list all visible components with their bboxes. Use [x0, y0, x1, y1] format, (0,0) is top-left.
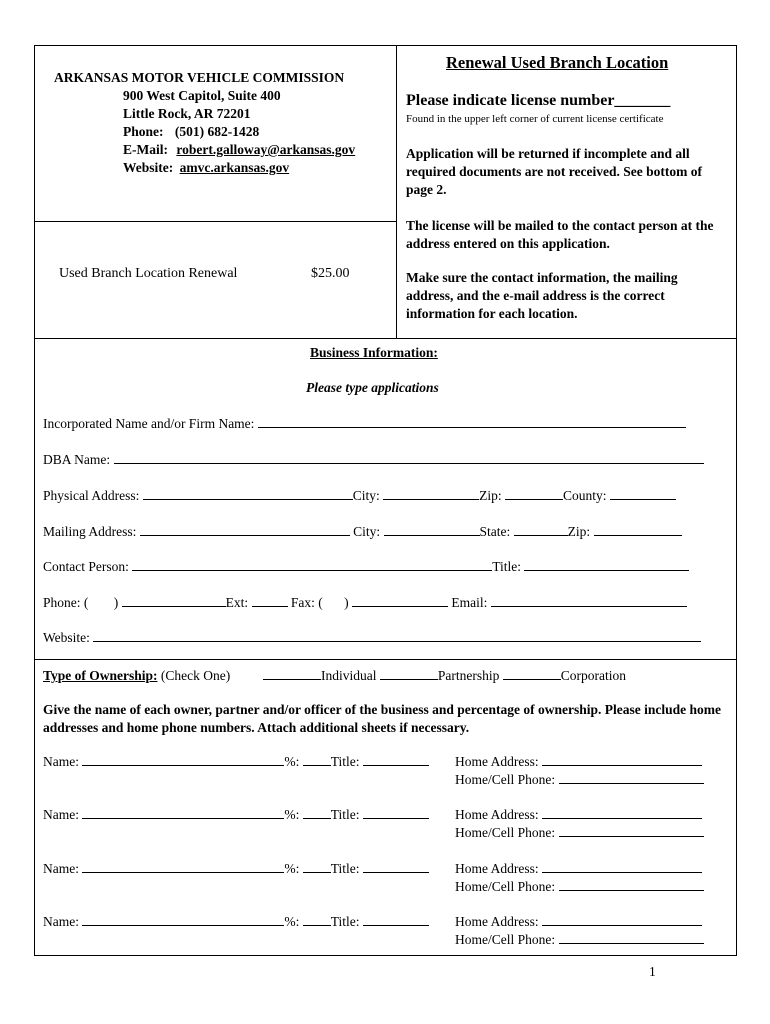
owner-3-name-field[interactable] — [82, 859, 284, 873]
contact-person-row — [43, 557, 689, 576]
phone-field[interactable] — [122, 593, 226, 607]
agency-email-row — [123, 141, 355, 159]
mailing-zip-label: Zip: — [567, 524, 591, 539]
owner-percent-label: %: — [284, 807, 300, 822]
owner-4-home-phone-field[interactable] — [559, 930, 704, 944]
contact-person-label: Contact Person: — [43, 559, 129, 574]
owner-home-address-row — [455, 859, 702, 878]
fax-close: ) — [344, 595, 349, 610]
owner-2-title-field[interactable] — [363, 805, 429, 819]
owner-row — [43, 752, 429, 771]
ext-label: Ext: — [225, 595, 249, 610]
email-field[interactable] — [491, 593, 687, 607]
owner-row — [43, 912, 429, 931]
owner-percent-label: %: — [284, 861, 300, 876]
owner-1-home-address-field[interactable] — [542, 752, 702, 766]
ext-field[interactable] — [252, 593, 288, 607]
ownership-option-corporation: Corporation — [560, 668, 626, 683]
physical-address-row — [43, 486, 676, 505]
agency-address1: 900 West Capitol, Suite 400 — [123, 88, 281, 103]
email-label: Email: — [451, 595, 488, 610]
owner-home-phone-label: Home/Cell Phone: — [455, 932, 556, 947]
owner-home-address-label: Home Address: — [455, 861, 539, 876]
owner-4-title-field[interactable] — [363, 912, 429, 926]
website-row — [43, 628, 701, 647]
phone-label: Phone: ( — [43, 595, 89, 610]
ownership-label: Type of Ownership: — [43, 668, 158, 683]
ownership-check-note: (Check One) — [160, 668, 231, 683]
owner-3-home-address-field[interactable] — [542, 859, 702, 873]
owner-2-name-field[interactable] — [82, 805, 284, 819]
owner-3-home-phone-field[interactable] — [559, 877, 704, 891]
owner-1-name-field[interactable] — [82, 752, 284, 766]
owner-2-percent-field[interactable] — [303, 805, 331, 819]
owner-home-phone-row — [455, 770, 704, 789]
fee-amount: $25.00 — [311, 266, 350, 281]
physical-county-label: County: — [563, 488, 607, 503]
physical-city-label: City: — [352, 488, 380, 503]
agency-address2: Little Rock, AR 72201 — [123, 106, 251, 121]
owner-2-home-address-field[interactable] — [542, 805, 702, 819]
agency-website-label: Website: — [123, 160, 174, 175]
owner-home-phone-label: Home/Cell Phone: — [455, 879, 556, 894]
corporation-checkbox[interactable] — [503, 666, 561, 680]
owner-name-label: Name: — [43, 807, 79, 822]
mailing-address-row — [43, 522, 682, 541]
fee-label: Used Branch Location Renewal — [59, 266, 238, 281]
owner-title-label: Title: — [330, 754, 360, 769]
partnership-checkbox[interactable] — [380, 666, 438, 680]
page-number: 1 — [649, 964, 656, 979]
owner-4-home-address-field[interactable] — [542, 912, 702, 926]
owner-percent-label: %: — [284, 754, 300, 769]
owner-1-title-field[interactable] — [363, 752, 429, 766]
owner-home-phone-row — [455, 930, 704, 949]
owner-3-title-field[interactable] — [363, 859, 429, 873]
owner-home-address-row — [455, 912, 702, 931]
agency-email-link[interactable]: robert.galloway@arkansas.gov — [176, 142, 356, 157]
license-number-prompt: Please indicate license number_______ — [406, 92, 671, 109]
agency-phone-row — [123, 123, 259, 141]
phone-close: ) — [113, 595, 119, 610]
owner-1-home-phone-field[interactable] — [559, 770, 704, 784]
notice-contact-info: Make sure the contact information, the mailing address, and the e-mail address is the correct information for each location. — [406, 270, 678, 321]
owner-2-home-phone-field[interactable] — [559, 823, 704, 837]
dba-field[interactable] — [114, 450, 704, 464]
owner-home-phone-row — [455, 823, 704, 842]
physical-zip-field[interactable] — [505, 486, 563, 500]
contact-title-label: Title: — [492, 559, 522, 574]
ownership-option-partnership: Partnership — [437, 668, 500, 683]
mailing-state-label: State: — [479, 524, 511, 539]
contact-title-field[interactable] — [524, 557, 689, 571]
owner-name-label: Name: — [43, 914, 79, 929]
form-title: Renewal Used Branch Location — [446, 53, 669, 72]
physical-address-label: Physical Address: — [43, 488, 140, 503]
owner-4-name-field[interactable] — [82, 912, 284, 926]
fax-label: Fax: ( — [290, 595, 323, 610]
header-divider — [396, 46, 397, 338]
incorporated-name-field[interactable] — [258, 414, 686, 428]
owner-home-address-label: Home Address: — [455, 754, 539, 769]
owner-title-label: Title: — [330, 807, 360, 822]
agency-divider — [35, 221, 397, 222]
ownership-option-individual: Individual — [321, 668, 377, 683]
ownership-instructions: Give the name of each owner, partner and/or officer of the business and percentage of ownership. Please include home addresses and home phone numbers. Attach additional sheets if necessary. — [43, 702, 721, 735]
owner-home-phone-label: Home/Cell Phone: — [455, 772, 556, 787]
physical-zip-label: Zip: — [479, 488, 502, 503]
physical-county-field[interactable] — [610, 486, 676, 500]
mailing-zip-field[interactable] — [594, 522, 682, 536]
owner-home-phone-label: Home/Cell Phone: — [455, 825, 556, 840]
ownership-row — [43, 666, 626, 685]
owner-name-label: Name: — [43, 861, 79, 876]
owner-row — [43, 859, 429, 878]
physical-city-field[interactable] — [383, 486, 479, 500]
fax-field[interactable] — [352, 593, 448, 607]
owner-home-phone-row — [455, 877, 704, 896]
business-subheading: Please type applications — [306, 380, 439, 395]
owner-home-address-label: Home Address: — [455, 914, 539, 929]
agency-email-label: E-Mail: — [123, 142, 168, 157]
website-label: Website: — [43, 630, 90, 645]
owner-4-percent-field[interactable] — [303, 912, 331, 926]
owner-home-address-label: Home Address: — [455, 807, 539, 822]
notice-incomplete: Application will be returned if incomplete and all required documents are not received. See bottom of page 2. — [406, 146, 702, 197]
agency-website-link[interactable]: amvc.arkansas.gov — [179, 160, 290, 175]
mailing-address-label: Mailing Address: — [43, 524, 137, 539]
owner-percent-label: %: — [284, 914, 300, 929]
owner-3-percent-field[interactable] — [303, 859, 331, 873]
mailing-city-label: City: — [353, 524, 381, 539]
owner-1-percent-field[interactable] — [303, 752, 331, 766]
mailing-state-field[interactable] — [514, 522, 568, 536]
dba-label: DBA Name: — [43, 452, 111, 467]
incorporated-name-row — [43, 414, 686, 433]
incorporated-name-label: Incorporated Name and/or Firm Name: — [43, 416, 255, 431]
mailing-city-field[interactable] — [384, 522, 480, 536]
owner-title-label: Title: — [330, 861, 360, 876]
owner-home-address-row — [455, 805, 702, 824]
dba-row — [43, 450, 704, 469]
mailing-address-field[interactable] — [140, 522, 350, 536]
agency-website-row — [123, 159, 289, 177]
owner-title-label: Title: — [330, 914, 360, 929]
website-field[interactable] — [93, 628, 701, 642]
owner-home-address-row — [455, 752, 702, 771]
contact-person-field[interactable] — [132, 557, 492, 571]
header-bottom-rule — [35, 338, 736, 339]
owner-row — [43, 805, 429, 824]
physical-address-field[interactable] — [143, 486, 353, 500]
notice-mailing: The license will be mailed to the contact person at the address entered on this application. — [406, 218, 714, 251]
business-heading: Business Information: — [310, 345, 438, 360]
ownership-rule — [35, 659, 736, 660]
agency-name: ARKANSAS MOTOR VEHICLE COMMISSION — [54, 70, 345, 85]
phone-row — [43, 593, 687, 612]
agency-phone-label: Phone: — [123, 124, 164, 139]
agency-phone: (501) 682-1428 — [174, 124, 260, 139]
license-number-hint: Found in the upper left corner of current license certificate — [406, 113, 664, 125]
individual-checkbox[interactable] — [263, 666, 321, 680]
owner-name-label: Name: — [43, 754, 79, 769]
